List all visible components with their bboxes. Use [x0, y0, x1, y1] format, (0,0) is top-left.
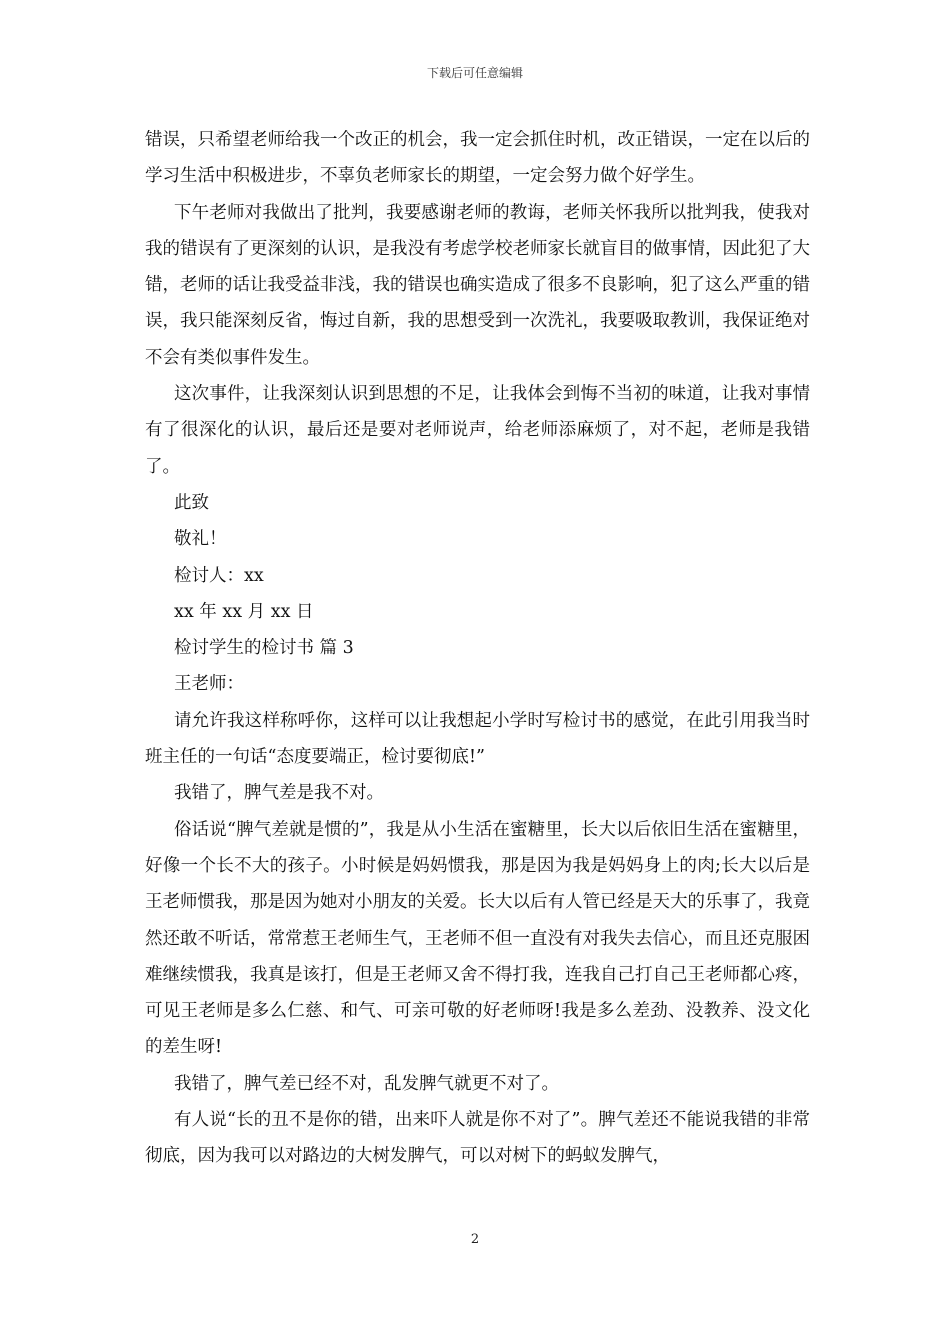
letter-greeting: 王老师： [174, 674, 244, 695]
paragraph: 我错了，脾气差是我不对。 [174, 783, 384, 804]
paragraph: 错误，只希望老师给我一个改正的机会，我一定会抓住时机，改正错误，一定在以后的学习生活中积极进步，不辜负老师家长的期望，一定会努力做个好学生。 [145, 130, 810, 187]
closing-salutation: 此致 [174, 492, 209, 513]
paragraph: 下午老师对我做出了批判，我要感谢老师的教诲，老师关怀我所以批判我，使我对我的错误有了更深刻的认识，是我没有考虑学校老师家长就盲目的做事情，因此犯了大错，老师的话让我受益非浅，我的错误也确实造成了很多不良影响，犯了这么严重的错误，我只能深刻反省，悔过自新，我的思想受到一次洗礼，我要吸取教训，我保证绝对不会有类似事件发生。 [145, 202, 810, 368]
paragraph: 请允许我这样称呼你，这样可以让我想起小学时写检讨书的感觉，在此引用我当时班主任的一句话“态度要端正，检讨要彻底!” [145, 710, 810, 768]
section-title: 检讨学生的检讨书 篇 3 [174, 638, 354, 659]
paragraph: 有人说“长的丑不是你的错，出来吓人就是你不对了”。脾气差还不能说我错的非常彻底，因为我可以对路边的大树发脾气，可以对树下的蚂蚁发脾气， [145, 1110, 810, 1167]
paragraph: 俗话说“脾气差就是惯的”，我是从小生活在蜜糖里，长大以后依旧生活在蜜糖里，好像一个长不大的孩子。小时候是妈妈惯我，那是因为我是妈妈身上的肉;长大以后是王老师惯我，那是因为她对小朋友的关爱。长大以后有人管已经是天大的乐事了，我竟然还敢不听话，常常惹王老师生气，王老师不但一直没有对我失去信心，而且还克服困难继续惯我，我真是该打，但是王老师又舍不得打我，连我自己打自己王老师都心疼，可见王老师是多么仁慈、和气、可亲可敬的好老师呀!我是多么差劲、没教养、没文化的差生呀! [145, 819, 810, 1058]
page-header: 下载后可任意编辑 [426, 66, 523, 80]
signature-line: 检讨人：xx [174, 565, 264, 586]
paragraph: 这次事件，让我深刻认识到思想的不足，让我体会到悔不当初的味道，让我对事情有了很深化的认识，最后还是要对老师说声，给老师添麻烦了，对不起，老师是我错了。 [145, 384, 810, 477]
page-number: 2 [470, 1232, 480, 1247]
paragraph: 我错了，脾气差已经不对，乱发脾气就更不对了。 [174, 1073, 559, 1094]
document-body [145, 122, 810, 1175]
date-line: xx 年 xx 月 xx 日 [174, 601, 314, 622]
closing-regards: 敬礼！ [174, 529, 227, 550]
